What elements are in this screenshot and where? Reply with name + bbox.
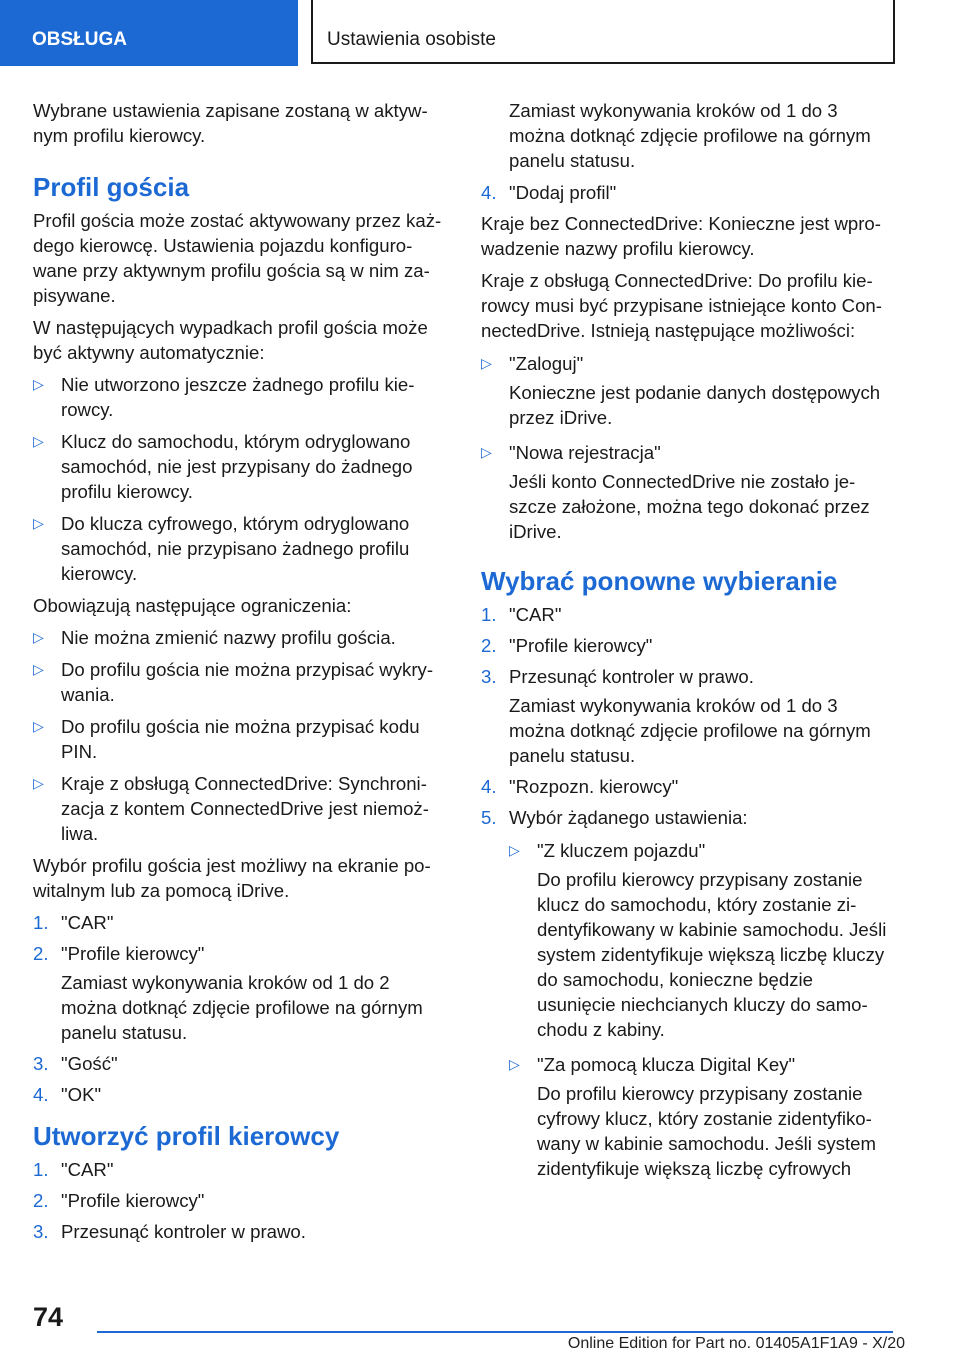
list-item: ▷ Klucz do samochodu, którym odryglowano samochód, nie jest przypisany do żadnego profilu kierowcy. bbox=[33, 431, 413, 502]
step-note: Zamiast wykonywania kroków od 1 do 3 można dotknąć zdjęcie profilowe na górnym panelu statusu. bbox=[509, 695, 871, 766]
list-item: ▷ Nie można zmienić nazwy profilu gościa. bbox=[33, 627, 396, 648]
no-cd-paragraph: Kraje bez ConnectedDrive: Konieczne jest wprowadzenie nazwy profilu kierowcy. bbox=[481, 213, 881, 259]
triangle-bullet-icon: ▷ bbox=[481, 444, 492, 460]
step-item: 1. "CAR" bbox=[33, 912, 114, 933]
list-item: ▷ Do profilu gościa nie można przypisać wykrywania. bbox=[33, 659, 434, 705]
select-intro: Wybór profilu gościa jest możliwy na ekranie powitalnym lub za pomocą iDrive. bbox=[33, 855, 431, 901]
step-note: Zamiast wykonywania kroków od 1 do 2 można dotknąć zdjęcie profilowe na górnym panelu statusu. bbox=[61, 972, 423, 1043]
page-number: 74 bbox=[33, 1302, 64, 1332]
triangle-bullet-icon: ▷ bbox=[33, 718, 44, 734]
list-item: ▷ Do klucza cyfrowego, którym odryglowano samochód, nie przypisano żadnego profilu kierowcy. bbox=[33, 513, 410, 584]
step-item: 3. Przesunąć kontroler w prawo. Zamiast wykonywania kroków od 1 do 3 można dotknąć zdjęcie profilowe na górnym panelu statusu. bbox=[481, 664, 895, 768]
triangle-bullet-icon: ▷ bbox=[33, 629, 44, 645]
footer-edition: Online Edition for Part no. 01405A1F1A9 - X/20 bbox=[567, 1335, 905, 1352]
intro-paragraph: Wybrane ustawienia zapisane zostaną w aktywnym profilu kierowcy. bbox=[33, 100, 428, 146]
step-note: Zamiast wykonywania kroków od 1 do 3 można dotknąć zdjęcie profilowe na górnym panelu statusu. bbox=[509, 100, 871, 171]
redial-steps bbox=[481, 602, 895, 1181]
step-item: 1. "CAR" bbox=[33, 1159, 114, 1180]
with-cd-paragraph: Kraje z obsługą ConnectedDrive: Do profilu kierowcy musi być przypisane istniejące konto ConnectedDrive. Istnieją następujące możliwości: bbox=[481, 270, 882, 341]
step-item: 2. "Profile kierowcy" Zamiast wykonywania kroków od 1 do 2 można dotknąć zdjęcie profilowe na górnym panelu statusu. bbox=[33, 941, 445, 1045]
triangle-bullet-icon: ▷ bbox=[33, 515, 44, 531]
step-item: 4. "Rozpozn. kierowcy" bbox=[481, 776, 679, 797]
triangle-bullet-icon: ▷ bbox=[33, 775, 44, 791]
list-item: ▷ "Z kluczem pojazdu" Do profilu kierowcy przypisany zostanie klucz do samochodu, który zostanie zidentyfikowany w kabinie samochodu. Jeśli system zidentyfikuje większą liczbę kluczy do samochodu, konieczne będzie usunięcie niechcianych kluczy do samochodu z kabiny. bbox=[509, 840, 887, 1040]
triangle-bullet-icon: ▷ bbox=[33, 661, 44, 677]
triangle-bullet-icon: ▷ bbox=[33, 376, 44, 392]
triangle-bullet-icon: ▷ bbox=[481, 355, 492, 371]
step-item: 1. "CAR" bbox=[481, 604, 562, 625]
step-item: 4. "Dodaj profil" bbox=[481, 182, 617, 203]
list-item: ▷ "Nowa rejestracja" Jeśli konto ConnectedDrive nie zostało jeszcze założone, można tego dokonać przez iDrive. bbox=[481, 442, 870, 542]
footer-divider bbox=[97, 1331, 893, 1333]
create-steps bbox=[33, 1157, 445, 1244]
step-item: 2. "Profile kierowcy" bbox=[481, 635, 653, 656]
triangle-bullet-icon: ▷ bbox=[509, 1056, 520, 1072]
page-title: Ustawienia osobiste bbox=[311, 0, 895, 64]
guest-heading: Profil gościa bbox=[33, 172, 190, 202]
cd-options-list bbox=[481, 351, 895, 544]
list-item: ▷ Do profilu gościa nie można przypisać kodu PIN. bbox=[33, 716, 420, 762]
section-tab: OBSŁUGA bbox=[0, 0, 298, 66]
redial-sub-list bbox=[509, 838, 895, 1181]
redial-heading: Wybrać ponowne wybieranie bbox=[481, 566, 838, 596]
guest-paragraph: W następujących wypadkach profil gościa może być aktywny automatycznie: bbox=[33, 317, 428, 363]
restrictions-list bbox=[33, 625, 445, 846]
list-item: ▷ Kraje z obsługą ConnectedDrive: Synchronizacja z kontem ConnectedDrive jest niemożliwa. bbox=[33, 773, 429, 844]
triangle-bullet-icon: ▷ bbox=[509, 842, 520, 858]
auto-cases-list bbox=[33, 372, 445, 586]
step-item: 5. Wybór żądanego ustawienia: ▷ "Z kluczem pojazdu" Do profilu kierowcy przypisany zostanie klucz do samochodu, który zostanie zidentyfikowany w kabinie samochodu. Jeśli system zidentyfikuje większą liczbę kluczy do samochodu, konieczne będzie usunięcie niechcianych kluczy do samochodu z kabiny. ▷ "Za pomocą klucza Digital Key" Do profilu kierowcy przypisany zostanie cyfrowy klucz, który zostanie zidentyfikowany w kabinie samochodu. Jeśli system zidentyfikuje większą liczbę cyfrowych bbox=[481, 805, 895, 1181]
restrictions-intro: Obowiązują następujące ograniczenia: bbox=[33, 595, 352, 616]
guest-steps bbox=[33, 910, 445, 1107]
guest-paragraph: Profil gościa może zostać aktywowany przez każdego kierowcę. Ustawienia pojazdu konfigurowane przy aktywnym profilu gościa są w nim zapisywane. bbox=[33, 210, 442, 306]
right-column bbox=[481, 98, 895, 1188]
list-item: ▷ Nie utworzono jeszcze żadnego profilu kierowcy. bbox=[33, 374, 415, 420]
list-item: ▷ "Zaloguj" Konieczne jest podanie danych dostępowych przez iDrive. bbox=[481, 353, 881, 428]
list-item: ▷ "Za pomocą klucza Digital Key" Do profilu kierowcy przypisany zostanie cyfrowy klucz, który zostanie zidentyfikowany w kabinie samochodu. Jeśli system zidentyfikuje większą liczbę cyfrowych bbox=[509, 1054, 876, 1179]
triangle-bullet-icon: ▷ bbox=[33, 433, 44, 449]
step-item: 4. "OK" bbox=[33, 1084, 102, 1105]
step-item: 2. "Profile kierowcy" bbox=[33, 1190, 205, 1211]
step-item: 3. Przesunąć kontroler w prawo. bbox=[33, 1221, 306, 1242]
step-continuation bbox=[481, 98, 895, 173]
step-item: 3. "Gość" bbox=[33, 1053, 118, 1074]
create-heading: Utworzyć profil kierowcy bbox=[33, 1121, 340, 1151]
left-column bbox=[33, 98, 445, 1250]
